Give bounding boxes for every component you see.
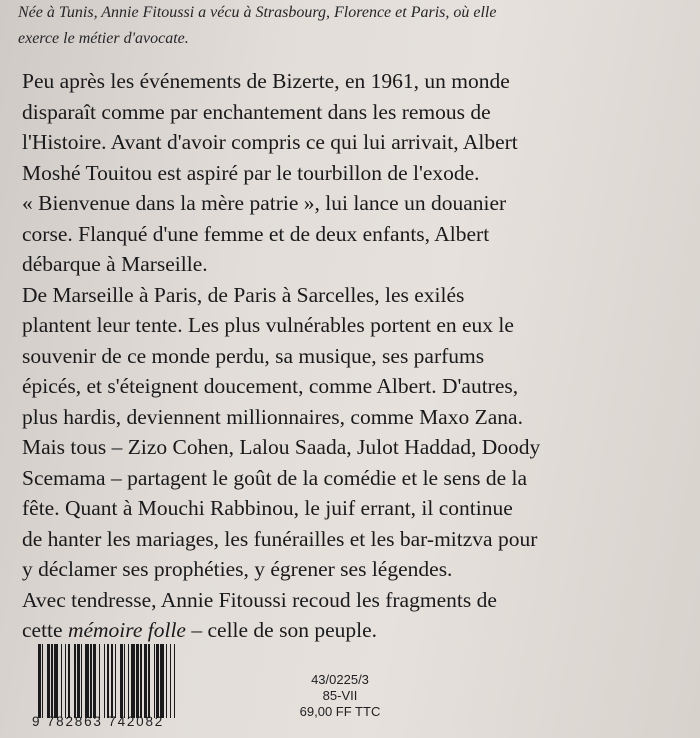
blurb-line: disparaît comme par enchantement dans les remous de (22, 99, 491, 124)
isbn-barcode (30, 636, 220, 736)
edition-code: 85-VII (322, 688, 358, 703)
blurb-line: de hanter les mariages, les funérailles et les bar-mitzva pour (22, 526, 538, 551)
blurb-line: plantent leur tente. Les plus vulnérables portent en eux le (22, 313, 514, 337)
barcode-bar (175, 644, 176, 718)
blurb-line: Mais tous – Zizo Cohen, Lalou Saada, Julot Haddad, Doody (22, 435, 541, 459)
barcode-digits: 9 782863 742082 (32, 714, 165, 729)
blurb-line: Moshé Touitou est aspiré par le tourbillon de l'exode. (22, 160, 480, 185)
last-line-start: cette (22, 618, 68, 642)
italic-title-phrase: mémoire folle (67, 618, 186, 642)
author-bio-line: exerce le métier d'avocate. (18, 30, 189, 47)
blurb-line: fête. Quant à Mouchi Rabbinou, le juif errant, il continue (22, 496, 513, 520)
blurb-line: débarque à Marseille. (22, 252, 208, 276)
blurb-line: plus hardis, deviennent millionnaires, comme Maxo Zana. (22, 404, 523, 429)
price-info (280, 672, 400, 720)
blurb-line: Avec tendresse, Annie Fitoussi recoud les fragments de (22, 587, 497, 612)
author-bio (18, 0, 688, 52)
last-line-end: – celle de son peuple. (185, 618, 378, 642)
barcode-bars (38, 644, 214, 718)
blurb-line: De Marseille à Paris, de Paris à Sarcelles, les exilés (22, 282, 465, 307)
blurb-line: l'Histoire. Avant d'avoir compris ce qui lui arrivait, Albert (22, 130, 518, 154)
blurb-line: y déclamer ses prophéties, y égrener ses légendes. (22, 557, 453, 581)
catalog-code: 43/0225/3 (311, 672, 369, 687)
blurb-line: Peu après les événements de Bizerte, en 1961, un monde (22, 69, 510, 93)
blurb-line: souvenir de ce monde perdu, sa musique, ses parfums (22, 343, 485, 368)
price: 69,00 FF TTC (299, 704, 381, 719)
blurb-line: Scemama – partagent le goût de la comédie et le sens de la (22, 465, 528, 490)
blurb (22, 66, 690, 646)
blurb-line: épicés, et s'éteignent doucement, comme Albert. D'autres, (22, 374, 519, 398)
blurb-line: « Bienvenue dans la mère patrie », lui lance un douanier (22, 191, 507, 215)
author-bio-line: Née à Tunis, Annie Fitoussi a vécu à Strasbourg, Florence et Paris, où elle (18, 4, 497, 21)
blurb-line: corse. Flanqué d'une femme et de deux enfants, Albert (22, 221, 490, 246)
